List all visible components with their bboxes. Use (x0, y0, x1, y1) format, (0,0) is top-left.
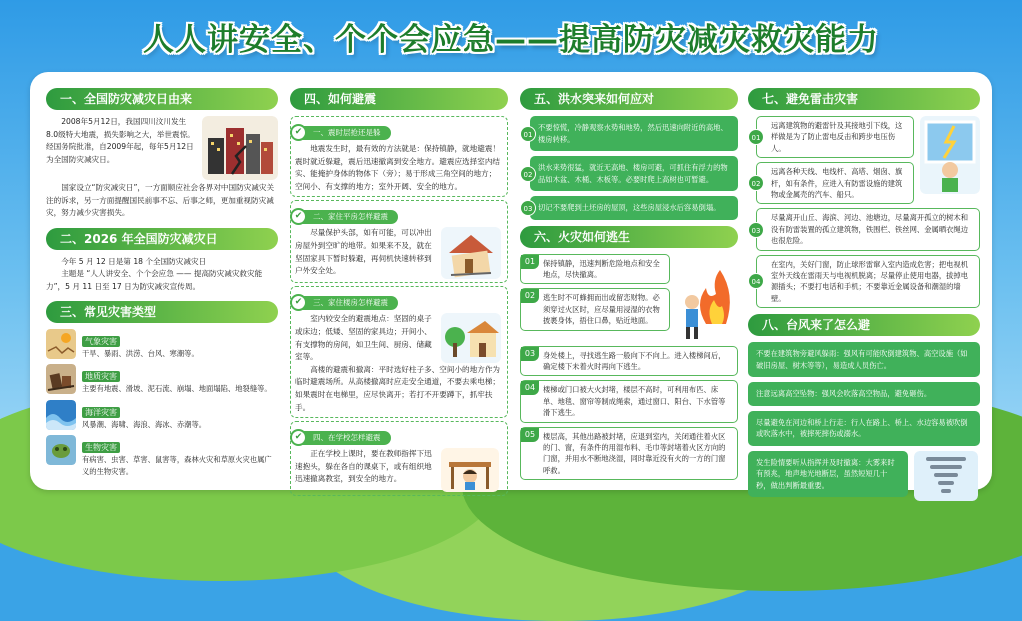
ocean-wave-icon (46, 400, 76, 430)
disaster-type-item (46, 400, 278, 431)
flood-tip: 03 切记不要爬到土坯房的屋顶，这些房屋浸水后容易倒塌。 (530, 196, 738, 220)
tip-text: 高楼的避震和撤离：平时选好柱子多、空间小的地方作为临时避震场所。从高楼撤离时应走安全通道，不要去乘电梯；如果震时在电梯里，应尽快离开；若打不开要蹲下，抓牢扶手。 (295, 364, 501, 412)
section-title-2026: 二、2026 年全国防灾减灾日 (46, 228, 278, 250)
step-number: 05 (521, 428, 539, 442)
fire-tip: 04 楼梯或门口被大火封堵，楼层不高时，可利用布匹、床单、地毯、窗帘等制成绳索，通过窗口、阳台、下水管等滑下逃生。 (520, 380, 738, 422)
step-number: 01 (521, 255, 539, 269)
thunder-tip: 02 远离各种天线、电线杆、高塔、烟囱、旗杆，如有条件，应进入有防雷设施的建筑物或金属壳的汽车、船只。 (756, 162, 914, 204)
thunder-tip: 01 远离建筑物的避雷针及其接地引下线，这样做是为了防止雷电反击和跨步电压伤人。 (756, 116, 914, 158)
page-title: 人人讲安全、个个会应急——提高防灾减灾救灾能力 (143, 22, 879, 58)
disaster-type-item (46, 435, 278, 477)
step-number: 03 (520, 200, 536, 216)
type-desc: 主要有地震、滑坡、泥石流、崩塌、地面塌陷、地裂缝等。 (82, 384, 272, 394)
disaster-type-item (46, 329, 278, 360)
type-desc: 风暴潮、海啸、海浪、海冰、赤潮等。 (82, 419, 207, 429)
check-icon: ✔ (290, 294, 307, 311)
typhoon-tip: 发生险情要听从指挥并及时撤离：大雾来时有预兆，地声地光地断层，虽然短短几十秒，做出判断最重要。 (748, 451, 908, 498)
tornado-icon (914, 451, 978, 501)
fire-tip: 05 楼层高，其他出路被封堵，应退到室内，关闭通往着火区的门、窗，有条件的用湿布料、毛巾等封堵着火区方向的门窗，并用水不断地浇湿，同时靠近没有火的一方的门窗呼救。 (520, 427, 738, 481)
step-number: 03 (521, 347, 539, 361)
typhoon-tip: 尽量避免在河边和桥上行走：行人在路上、桥上、水边容易被吹倒或吹落水中，被摔死摔伤或溺水。 (748, 411, 980, 446)
collapsing-house-icon (441, 227, 501, 279)
type-tag: 海洋灾害 (82, 407, 120, 418)
section-title-earthquake: 四、如何避震 (290, 88, 508, 110)
earthquake-tip-box (290, 421, 508, 496)
disaster-type-item (46, 364, 278, 395)
drought-icon (46, 329, 76, 359)
step-number: 02 (521, 289, 539, 303)
step-number: 03 (748, 222, 764, 238)
building-tree-icon (441, 313, 501, 363)
type-tag: 地质灾害 (82, 371, 120, 382)
fire-tip: 01 保持镇静，迅速判断危险地点和安全地点，尽快撤离。 (520, 254, 670, 285)
type-tag: 生物灾害 (82, 442, 120, 453)
earthquake-city-icon (202, 116, 278, 180)
section-title-typhoon: 八、台风来了怎么避 (748, 314, 980, 336)
fire-tip: 03 身处楼上，寻找逃生路一般向下不向上。进入楼梯间后，确定楼下未着火时再向下逃生。 (520, 346, 738, 377)
section-title-types: 三、常见灾害类型 (46, 301, 278, 323)
theme-paragraph: 主题是 “人人讲安全、个个会应急 —— 提高防灾减灾救灾能力”，5 月 11 日至 17 日为防灾减灾宣传周。 (46, 269, 263, 291)
tip-text: 正在学校上课时，要在教师指挥下迅速抱头，躲在各自的课桌下，或有组织地迅速撤离教室，到安全的地方。 (295, 449, 432, 484)
subsection-title: ✔ 二、家住平房怎样避震 (295, 210, 398, 224)
section-title-fire: 六、火灾如何逃生 (520, 226, 738, 248)
section-title-thunder: 七、避免雷击灾害 (748, 88, 980, 110)
step-number: 04 (748, 273, 764, 289)
section-title-origin: 一、全国防灾减灾日由来 (46, 88, 278, 110)
tip-text: 地震发生时，最有效的方法就是：保持镇静，就地避震！震时就近躲避，震后迅速撤离到安全地方。避震应选择室内结实、能掩护身体的物体下（旁）；易于形成三角空间的地方；空间小、有支撑的地方；室外开阔、安全的地方。 (295, 144, 501, 191)
earthquake-tip-box (290, 286, 508, 418)
window-lightning-icon (920, 116, 980, 194)
column-4 (748, 88, 980, 490)
type-desc: 干旱、暴雨、洪涝、台风、寒潮等。 (82, 348, 199, 358)
fire-tip: 02 逃生时不可蜂拥而出或留恋财物。必须穿过火区时，应尽量用浸湿的衣物披裹身体，捂住口鼻，贴近地面。 (520, 288, 670, 330)
day-2026-line: 今年 5 月 12 日是第 18 个全国防灾减灾日 (61, 256, 207, 266)
check-icon: ✔ (290, 208, 307, 225)
subsection-title: ✔ 一、震时层抢还是躲 (295, 126, 391, 140)
type-tag: 气象灾害 (82, 336, 120, 347)
section-title-flood: 五、洪水突来如何应对 (520, 88, 738, 110)
earthquake-tip-box (290, 200, 508, 283)
step-number: 02 (520, 166, 536, 182)
type-desc: 有病害、虫害、草害、鼠害等，森林火灾和草原火灾也属广义的生物灾害。 (82, 455, 272, 476)
fire-escape-icon (676, 254, 738, 346)
check-icon: ✔ (290, 429, 307, 446)
flood-tip: 01 不要惊慌，冷静观察水势和地势，然后迅速向附近的高地、楼房转移。 (530, 116, 738, 151)
biological-icon (46, 435, 76, 465)
typhoon-tip: 不要在建筑物旁避风躲雨：强风有可能吹倒建筑物、高空设施（如破旧房屋、树木等等），易造成人员伤亡。 (748, 342, 980, 377)
column-2 (290, 88, 508, 484)
step-number: 01 (520, 126, 536, 142)
subsection-title: ✔ 四、在学校怎样避震 (295, 431, 391, 445)
student-under-desk-icon (441, 448, 499, 492)
typhoon-tip: 注意远离高空坠物：强风会吹落高空物品，避免砸伤。 (748, 382, 980, 406)
earthquake-tip-box (290, 116, 508, 197)
check-icon: ✔ (290, 124, 307, 141)
thunder-tip: 03 尽量离开山丘、海滨、河边、池塘边，尽量离开孤立的树木和没有防雷装置的孤立建筑物，铁围栏、铁丝网、金属晒衣绳边也很危险。 (756, 208, 980, 250)
tip-text: 尽量保护头部，如有可能，可以冲出房屋外到空旷的地带。如果来不及，就在坚固家具下暂时躲避，再伺机快速转移到户外安全处。 (295, 228, 432, 276)
tip-text: 室内较安全的避震地点：坚固的桌子或床边；低矮、坚固的家具边；开间小、有支撑物的房间，如卫生间、厨房、储藏室等。 (295, 314, 432, 362)
step-number: 04 (521, 381, 539, 395)
origin-paragraph: 2008年5月12日，我国四川汶川发生8.0级特大地震，损失影响之大，举世震惊。经国务院批准，自2009年起，每年5月12日为全国防灾减灾日。 (46, 117, 195, 164)
step-number: 01 (748, 129, 764, 145)
flood-tip: 02 洪水来势很猛，就近无高地、楼房可避，可抓住有浮力的物品如木盆、木桶、木板等。必要时爬上高树也可暂避。 (530, 156, 738, 191)
geological-icon (46, 364, 76, 394)
thunder-tip: 04 在室内，关好门窗，防止球形雷窜入室内造成危害；把电视机室外天线在雷雨天与电视机脱离；尽量停止使用电器，拔掉电源插头；不要打电话和手机；不要靠近金属设备和潮湿的墙壁。 (756, 255, 980, 309)
column-1 (46, 88, 278, 481)
subsection-title: ✔ 三、家住楼房怎样避震 (295, 296, 398, 310)
column-3 (520, 88, 738, 481)
step-number: 02 (748, 175, 764, 191)
origin-paragraph-2: 国家设立“防灾减灾日”，一方面顺应社会各界对中国防灾减灾关注的诉求，另一方面提醒国民前事不忘、后事之师，更加重视防灾减灾，努力减少灾害损失。 (46, 183, 275, 218)
